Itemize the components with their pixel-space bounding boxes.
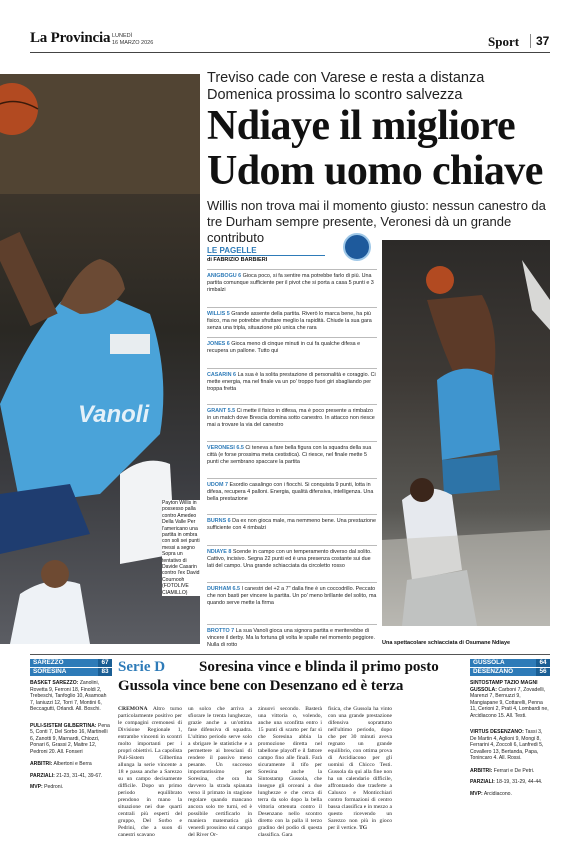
pagella-text: La sua Vanoli gioca una signora partita e meriterebbe di vincere il derby. Ma la fortuna gli volta le spalle nel momento peggiore. Nulla di rotto [207, 628, 375, 648]
scorebox-line-text: Ferrari e De Petri. [493, 767, 535, 774]
team-logo-icon [343, 233, 371, 261]
pagella-text: Da ex non gioca male, ma nemmeno bene. Una prestazione sufficiente con 4 rimbalzi [207, 518, 377, 531]
scorebox-line [30, 723, 112, 756]
scorebox-line-text: Zanolini, Rovetta 9, Ferroni 18, Finoldi 2, Trebeschi, Tanfoglio 10, Asamoah 7, Ianiuzzi 12, Torri 7, Montini 6, Beccagutti, Orlandi. All. Boschi. [30, 680, 107, 712]
scorebox-line-text: 21-23, 31-41, 39-67. [56, 772, 103, 779]
pagella-item [207, 404, 377, 428]
scorebox-line-text: Pedroni. [44, 784, 64, 790]
pagella-item [207, 624, 377, 648]
section-divider [30, 654, 550, 655]
page-number: 37 [530, 34, 549, 48]
pagella-name: BROTTO 7 [207, 628, 235, 634]
article2-column-2-text: un solco che arriva a sfiorare le trenta lunghezze, grazie anche a un'ottima fase difensiva di squadra. L'ultimo periodo serve solo a sbrigare le statistiche e a permettere ai bresciani di rendere il passivo meno pesante. Un successo importantissimo per Soresina, che ora ha davvero la strada spianata verso il primato in stagione regolare quando mancano ancora solo tre turni, ed è possibile certificarlo in maniera matematica già venerdì prossimo sul campo del River Or- [188, 706, 252, 838]
pagelle-rule [207, 255, 325, 256]
pagella-name: DURHAM 6.5 [207, 586, 240, 592]
pagella-text: I canestri del +2 a 7" dalla fine è un coccodrillo. Peccato che non basti per vincere la partita. Un po' meno brillante del solito, ma quando serve mette la firma [207, 586, 377, 606]
basketball-icon [426, 266, 454, 294]
scorebox-line-text: Tassi 3, De Martin 4, Aglioni 9, Mongi 8, Ferrarini 4, Zoccoli 6, Lanfredi 5, Covallero 13, Bertanda, Papa, Tonincaro 4. All. Rossi. [470, 729, 544, 761]
scorebox-line [470, 729, 550, 762]
scorebox-line [30, 680, 112, 713]
scorebox-line-text: Carboni 7, Zovadelli, Marenzi 7, Bernuzzi 9, Mangiapane 9, Cottarelli, Penna 11, Cerioni 2, Prati 4, Lombardi ne, Arcidiacono 15. All. Testi. [470, 686, 549, 719]
header-date [112, 33, 153, 46]
article-headline [207, 104, 543, 194]
basket-rim-icon [522, 260, 550, 330]
scorebox-line [470, 768, 550, 775]
scorebox-left-details [30, 680, 112, 791]
scorebox-line-label: PARZIALI: [30, 772, 55, 779]
score-row-desenzano [470, 668, 550, 676]
team-name: DESENZANO [473, 668, 514, 675]
score-row-gussola [470, 659, 550, 667]
scorebox-line-text: Arcidiacono. [483, 790, 512, 797]
scorebox-line-label: ARBITRI: [470, 767, 493, 774]
headline-line-1: Ndiaye il migliore [207, 103, 516, 149]
team-score: 83 [98, 668, 112, 676]
header-rule [30, 52, 550, 53]
article2-column-4 [328, 706, 392, 832]
pagella-text: Esordio casalingo con i fiocchi. Si conquista 9 punti, lotta in difesa, recupera 4 palloni. Energia, qualità difensiva, intelligenza. Una bella prestazione [207, 482, 374, 502]
scorebox-line-label: MVP: [30, 784, 43, 790]
pagella-item [207, 307, 377, 331]
article-kicker [207, 70, 484, 104]
article2-column-4-text: fisica, che Gussola ha vinto con una grande prestazione difensiva soprattutto nell'ultimo periodo, dopo che per 30 minuti aveva regnato un grande equilibrio, con ottima prova di Arcidiacono per gli uomini di Chicco Testi. Gussola da qui alla fine non ha un calendario difficile, affrontando due trasferte a Calusco e Monticchiari contro formazioni di centro bassa classifica e in mezzo a questo ricevendo un Sarezzo non più in gioco per il vertice. [328, 706, 392, 831]
scorebox-line-text: 18-19, 31-29, 44-44. [496, 779, 543, 785]
photo-right-illustration [382, 240, 550, 626]
pagella-text: Scende in campo con un temperamento diverso dal solito. Cattivo, incisivo. Segna 22 punti ed è una presenza costante sui due lati del campo. Una grande schiacciata da circoletto rosso [207, 549, 372, 569]
photo-right [382, 240, 550, 626]
scorebox-line [470, 779, 550, 786]
pagella-item [207, 441, 377, 465]
scorebox-line [30, 773, 112, 780]
photo-caption-right: Una spettacolare schiacciata di Osumane Ndiaye [382, 640, 511, 646]
pagella-name: BURNS 6 [207, 518, 231, 524]
pagelle-title: LE PAGELLE [207, 246, 257, 255]
scorebox-line-label: PULI-SISTEM GILBERTINA: [30, 722, 97, 729]
scorebox-line-label: SINTOSTAMP TAZIO MAGNI GUSSOLA: [470, 680, 538, 693]
article2-column-3-text: zinuovi secondo. Basterà una vittoria o, volendo, anche una sconfitta entro i 15 punti di scarto per far sì che Soresina abbia la promozione diretta nel tabellone playoff e il fattore campo fino alle finali. Farà sicuramente il tifo per Soresina anche la Sintostamp Gussola, che insegue gli orceani a due lunghezze e che cerca di terra da solo dopo la bella vittoria ottenuta contro il Desenzano nello scontro diretto con la palla il terzo gradino del podio di questa classifica. Gara [258, 706, 322, 838]
pagella-item [207, 545, 377, 569]
pagella-text: Ci teneva a fare bella figura con la squadra della sua città (e forse prossima meta cestistica). Ci riesce, nel finale mette 5 punti che sembrano spaccare la partita [207, 445, 372, 465]
section-title: Sport [488, 34, 520, 49]
scorebox-line [30, 761, 112, 768]
pagella-text: Gioca poco, si fa sentire ma potrebbe farlo di più. Una partita comunque sufficiente per il pivot che si porta a casa 5 punti e 3 rimbalzi [207, 273, 374, 293]
pagella-name: UDOM 7 [207, 482, 228, 488]
svg-text:Vanoli: Vanoli [78, 401, 150, 428]
team-name: GUSSOLA [473, 659, 505, 666]
pagella-text: Ci mette il fisico in difesa, ma è poco presente a rimbalzo in un match dove Brescia domina sotto canestro. In attacco non riesce mai a trovare la via del canestro [207, 408, 375, 428]
header-day: LUNEDÌ [112, 33, 133, 39]
article2-signature: TG [359, 825, 368, 831]
article2-headline-line-1: Soresina vince e blinda il primo posto [199, 659, 439, 675]
pagella-item [207, 478, 377, 502]
article-deck: Willis non trova mai il momento giusto: nessun canestro da tre Durham sempre presente, Veronesi dà un grande contributo [207, 198, 546, 245]
article2-column-1-text: Altro turno particolarmente positivo per le compagini cremonesi di Divisione Regionale 1, entrambe vincenti in scontri molto importanti per i propri obiettivi. La capolista Puli-Sistem Gilbertina allunga la serie vincente a 18 e passa anche a Sarezzo su un campo decisamente difficile. Dopo un primo periodo equilibrato prendono in mano la situazione nei due quarti centrali più esperti del gruppo, Del Sorbo e Pedrini, che a suon di canestri scavano [118, 706, 183, 838]
scorebox-line [470, 680, 550, 719]
article2-column-1 [118, 706, 182, 839]
pagella-item [207, 514, 377, 532]
article2-column-2 [188, 706, 252, 839]
pagella-name: GRANT 5.5 [207, 408, 236, 414]
pagella-item [207, 368, 377, 392]
team-name: SAREZZO [33, 659, 64, 666]
scorebox-line [470, 791, 550, 798]
header-date-text: 16 MARZO 2026 [112, 39, 154, 46]
team-score: 56 [536, 668, 550, 676]
kicker-line-2: Domenica prossima lo scontro salvezza [207, 87, 463, 103]
pagella-item [207, 582, 377, 606]
team-score: 64 [536, 659, 550, 667]
scorebox-line [30, 784, 112, 791]
scorebox-line-label: VIRTUS DESENZANO: [470, 729, 524, 735]
pagella-name: ANIGBOGU 6 [207, 273, 242, 279]
scorebox-line-text: Albertoni e Berra [53, 761, 92, 767]
scorebox-line-label: ARBITRI: [30, 761, 53, 767]
team-name: SORESINA [33, 668, 67, 675]
article2-column-3 [258, 706, 322, 839]
scorebox-line-label: PARZIALI: [470, 779, 495, 785]
pagella-name: JONES 6 [207, 341, 230, 347]
pagella-text: La sua è la solita prestazione di personalità e coraggio. Ci mette energia, ma nel finale va un po' troppo fuori giri sbagliando per troppa fretta [207, 372, 376, 392]
masthead: La Provincia [30, 30, 111, 46]
pagella-text: Grande assente della partita. Riverò lo marca bene, ha più fisico, ma ne potrebbe sfruttare meglio la rapidità. Chiude la sua gara senza una tripla, situazione più unica che rara [207, 311, 372, 331]
pagella-item [207, 337, 377, 355]
scorebox-line-text: Pena 5, Conti 7, Del Sorbo 16, Martinelli 6, Zanotti 9, Marnardi, Chiozzi, Ponari 6, Grassi 2, Maitre 12, Pedroni 20. All. Fonseri [30, 722, 110, 755]
pagella-name: NDIAYE 8 [207, 549, 232, 555]
headline-line-2: Udom uomo chiave [207, 148, 543, 194]
article2-dateline: CREMONA [118, 706, 148, 712]
pagella-text: Gioca meno di cinque minuti in cui fa qualche difesa e recupera un pallone. Tutto qui [207, 341, 361, 354]
article2-label: Serie D [118, 659, 166, 675]
team-score: 67 [98, 659, 112, 667]
kicker-line-1: Treviso cade con Varese e resta a distanza [207, 70, 485, 86]
pagella-item [207, 269, 377, 293]
score-row-soresina [30, 668, 112, 676]
scorebox-line-label: MVP: [470, 790, 483, 797]
article2-headline-line-2: Gussola vince bene con Desenzano ed è terza [118, 678, 404, 694]
pagella-name: VERONESI 6.5 [207, 445, 244, 451]
photo-caption-left: Payton Willis in possesso palla contro Amedeo Della Valle Per l'americano una partita in ombra con soli sei punti messi a segno Sopra un tentativo di Davide Casarin contro l'ex David Cournooh (FOTOLIVE CIAMILLO) [162, 500, 200, 596]
score-row-sarezzo [30, 659, 112, 667]
scorebox-right-details [470, 680, 550, 797]
pagella-name: WILLIS 5 [207, 311, 230, 317]
pagella-name: CASARIN 6 [207, 372, 237, 378]
pagelle-byline: di FABRIZIO BARBIERI [207, 257, 268, 263]
scorebox-line-label: BASKET SAREZZO: [30, 680, 79, 686]
